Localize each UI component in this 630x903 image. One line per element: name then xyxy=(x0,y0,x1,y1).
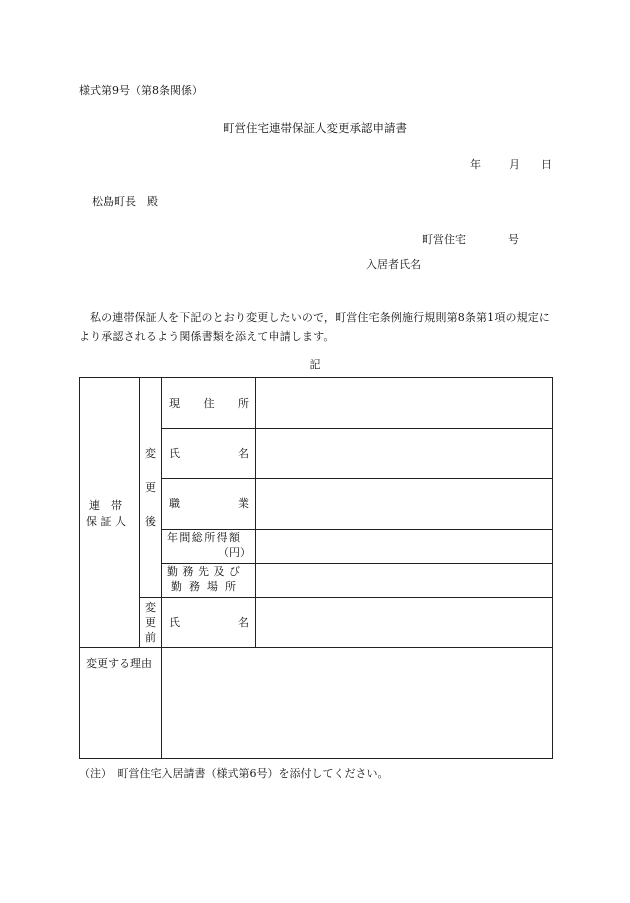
divider xyxy=(255,378,256,647)
resident-name-label: 入居者氏名 xyxy=(366,258,421,271)
divider xyxy=(161,378,162,758)
form-number: 様式第9号（第8条関係） xyxy=(79,84,203,97)
guarantor-change-table xyxy=(79,377,553,759)
attachment-note: （注） 町営住宅入居請書（様式第6号）を添付してください。 xyxy=(79,767,389,780)
unit-label: 号 xyxy=(508,233,519,246)
date-month-label: 月 xyxy=(509,158,520,171)
guarantor-label: 連 帯 保 証 人 xyxy=(86,499,126,528)
current-address-label: 現 住 所 xyxy=(169,397,249,410)
occupation-label: 職 業 xyxy=(169,497,249,510)
divider xyxy=(161,428,553,429)
date-day-label: 日 xyxy=(541,158,552,171)
housing-label: 町営住宅 xyxy=(422,233,466,246)
after-change-label: 変 更 後 xyxy=(145,447,156,528)
workplace-label: 勤務先及び 勤務場所 xyxy=(167,565,245,593)
divider xyxy=(139,597,553,598)
reason-label: 変更する理由 xyxy=(86,657,152,670)
previous-name-label: 氏 名 xyxy=(169,616,249,629)
application-statement: 私の連帯保証人を下記のとおり変更したいので，町営住宅条例施行規則第8条第1項の規定により承認されるよう関係書類を添えて申請します。 xyxy=(79,311,551,343)
addressee: 松島町長 殿 xyxy=(92,195,158,208)
divider xyxy=(161,478,553,479)
housing-line xyxy=(422,231,519,247)
annual-income-label: 年間総所得額 （円） xyxy=(167,531,251,559)
date-year-label: 年 xyxy=(470,158,481,171)
divider xyxy=(80,647,553,648)
before-change-label: 変 更 前 xyxy=(145,601,156,644)
ki-heading: 記 xyxy=(309,358,321,371)
document-title: 町営住宅連帯保証人変更承認申請書 xyxy=(223,121,407,135)
name-label: 氏 名 xyxy=(169,447,249,460)
